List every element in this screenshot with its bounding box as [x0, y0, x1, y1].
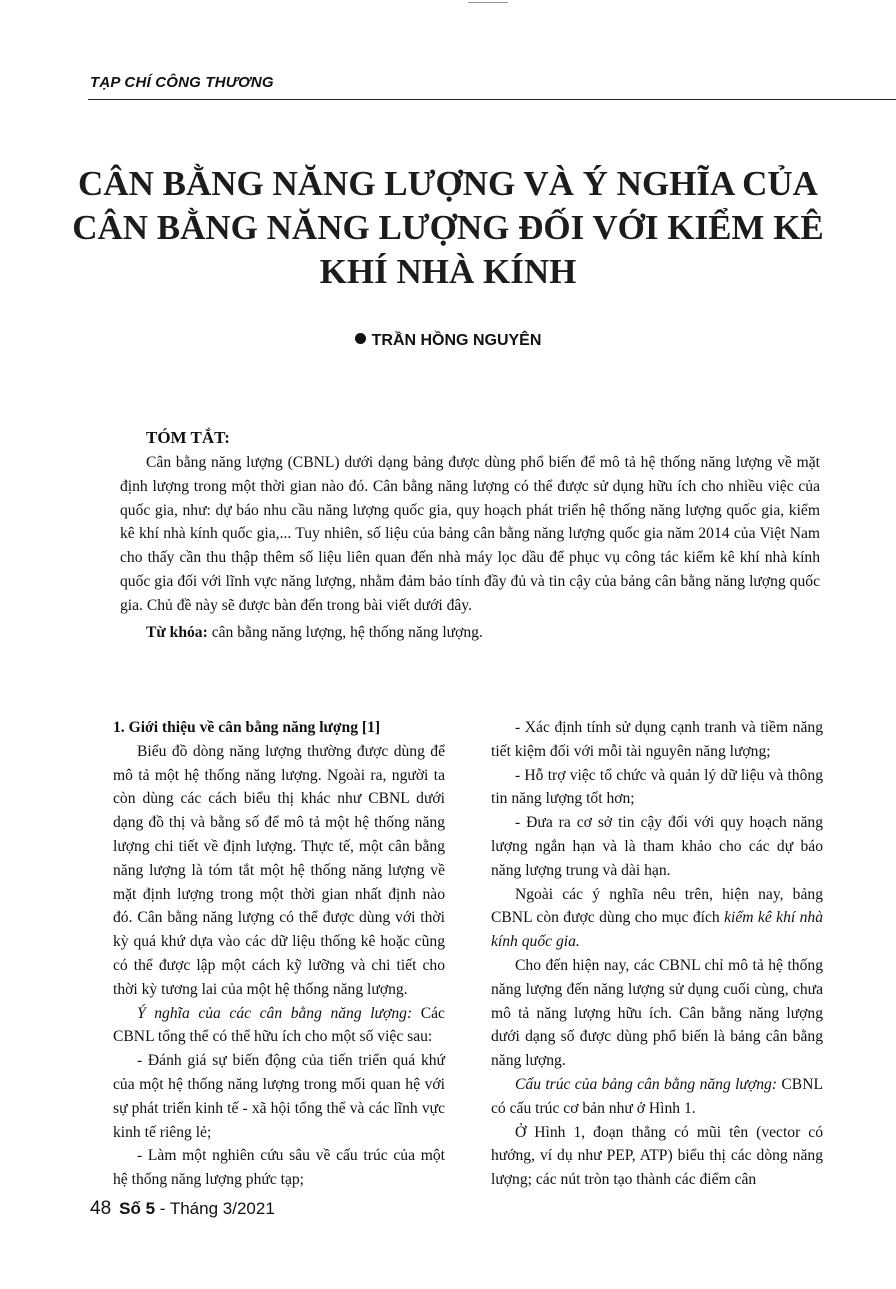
author-name: TRẦN HỒNG NGUYÊN [371, 332, 542, 349]
paragraph-rest: CBNL có cấu trúc cơ bản như ở Hình 1. [491, 1075, 823, 1117]
paragraph [113, 1002, 445, 1050]
top-edge-mark [468, 2, 508, 3]
abstract-heading: TÓM TẮT: [146, 428, 230, 447]
paragraph: - Xác định tính sử dụng cạnh tranh và tiềm năng tiết kiệm đối với mỗi tài nguyên năng lượng; [491, 719, 823, 760]
keywords [146, 624, 483, 642]
paragraph-text: Ngoài các ý nghĩa nêu trên, hiện nay, bảng CBNL còn được dùng cho mục đích [491, 885, 823, 927]
paragraph [491, 1073, 823, 1121]
bullet-icon [355, 333, 366, 344]
italic-lead: Cấu trúc của bảng cân bằng năng lượng: [515, 1075, 778, 1093]
keywords-label: Từ khóa: [146, 624, 208, 641]
page-footer [90, 1198, 275, 1220]
paragraph: Biểu đồ dòng năng lượng thường được dùng để mô tả một hệ thống năng lượng. Ngoài ra, người ta còn dùng các cách biểu thị khác như CBNL dưới dạng đồ thị và bằng số để mô tả một hệ thống năng lượng chi tiết về định lượng. Thực tế, một cân bằng năng lượng là tóm tắt một hệ thống năng lượng về mặt định lượng trong một thời gian nhất định nào đó. Cân bằng năng lượng có thể được dùng với thời kỳ quá khứ dựa vào các dữ liệu thống kê hoặc cũng có thể được lập một cách kỹ lưỡng và chi tiết cho thời kỳ tương lai của một hệ thống năng lượng. [113, 742, 445, 998]
author-line [0, 332, 896, 350]
right-column [491, 716, 823, 1192]
paragraph: - Đưa ra cơ sở tin cậy đối với quy hoạch năng lượng ngắn hạn và là tham khảo cho các dự báo năng lượng trung và dài hạn. [491, 814, 823, 879]
issue-label: Số 5 [119, 1199, 156, 1218]
keywords-text: cân bằng năng lượng, hệ thống năng lượng. [211, 624, 483, 641]
header-rule [88, 99, 896, 100]
page-number: 48 [90, 1198, 112, 1219]
paragraph: Ở Hình 1, đoạn thẳng có mũi tên (vector có hướng, ví dụ như PEP, ATP) biểu thị các dòng năng lượng; các nút tròn tạo thành các điểm cân [491, 1123, 823, 1189]
paragraph: - Làm một nghiên cứu sâu về cấu trúc của một hệ thống năng lượng phức tạp; [113, 1147, 445, 1189]
italic-lead: Ý nghĩa của các cân bằng năng lượng: [137, 1004, 413, 1022]
paragraph: - Hỗ trợ việc tổ chức và quản lý dữ liệu và thông tin năng lượng tốt hơn; [491, 766, 823, 808]
paragraph: - Đánh giá sự biến động của tiến triển quá khứ của một hệ thống năng lượng trong mối quan hệ với sự phát triển kinh tế - xã hội tổng thể và các lĩnh vực kinh tế riêng lẻ; [113, 1052, 445, 1141]
paragraph [491, 883, 823, 954]
article-title: CÂN BẰNG NĂNG LƯỢNG VÀ Ý NGHĨA CỦA CÂN BẰNG NĂNG LƯỢNG ĐỐI VỚI KIỂM KÊ KHÍ NHÀ KÍNH [72, 164, 824, 291]
journal-name: TẠP CHÍ CÔNG THƯƠNG [90, 74, 274, 91]
section-heading: 1. Giới thiệu về cân bằng năng lượng [1] [113, 719, 381, 736]
left-column [113, 716, 445, 1192]
paragraph: Cho đến hiện nay, các CBNL chỉ mô tả hệ thống năng lượng đến năng lượng sử dụng cuối cùng, chưa mô tả năng lượng hữu ích. Cân bằng năng lượng dưới dạng số được dùng phổ biến là bảng cân bằng năng lượng. [491, 956, 823, 1070]
issue-date: - Tháng 3/2021 [155, 1199, 275, 1218]
paragraph-rest: Các CBNL tổng thể có thể hữu ích cho một số việc sau: [113, 1004, 445, 1046]
italic-phrase: kiểm kê khí nhà kính quốc gia. [491, 909, 823, 951]
abstract-text: Cân bằng năng lượng (CBNL) dưới dạng bảng được dùng phổ biến để mô tả hệ thống năng lượng về mặt định lượng trong một thời gian nào đó. Cân bằng năng lượng có thể được sử dụng hữu ích cho nhiều việc của quốc gia, như: dự báo nhu cầu năng lượng quốc gia, quy hoạch phát triển hệ thống năng lượng quốc gia, kiểm kê khí nhà kính quốc gia,... Tuy nhiên, số liệu của bảng cân bằng năng lượng quốc gia năm 2014 của Việt Nam cho thấy cần thu thập thêm số liệu liên quan đến nhà máy lọc dầu để phục vụ công tác kiểm kê khí nhà kính quốc gia đối với lĩnh vực năng lượng, nhằm đảm bảo tính đầy đủ và tin cậy của bảng cân bằng năng lượng quốc gia. Chủ đề này sẽ được bàn đến trong bài viết dưới đây. [120, 454, 820, 614]
